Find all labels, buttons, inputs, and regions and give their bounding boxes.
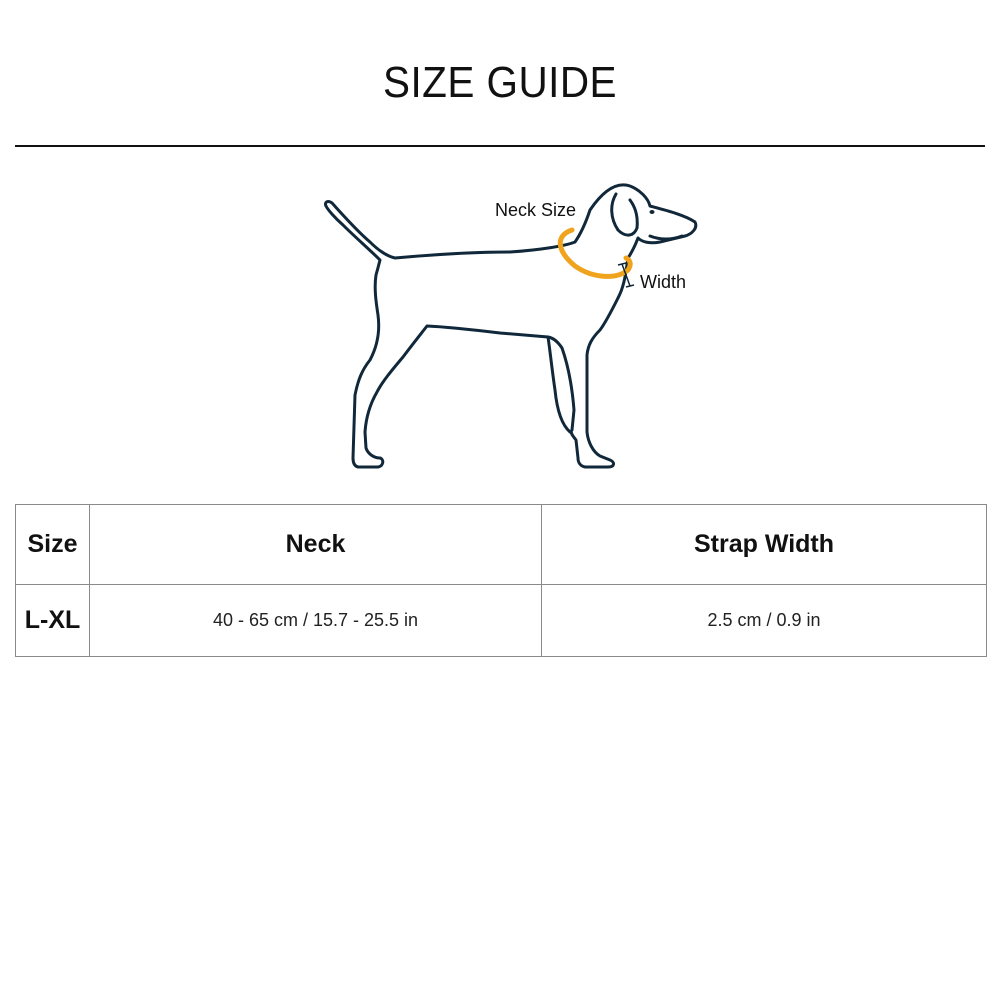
cell-size: L-XL bbox=[16, 585, 90, 657]
dog-ear bbox=[612, 194, 638, 235]
page-title: SIZE GUIDE bbox=[382, 58, 618, 107]
collar-band bbox=[560, 230, 630, 276]
table-header-row bbox=[16, 505, 987, 585]
header-strap-width: Strap Width bbox=[542, 505, 987, 585]
dog-eye bbox=[650, 210, 655, 214]
title-divider bbox=[15, 145, 985, 147]
width-label: Width bbox=[640, 272, 687, 292]
table-row bbox=[16, 585, 987, 657]
dog-diagram bbox=[300, 170, 720, 480]
header-size: Size bbox=[16, 505, 90, 585]
header-neck: Neck bbox=[90, 505, 542, 585]
neck-size-label: Neck Size bbox=[495, 200, 577, 220]
dog-jaw bbox=[650, 236, 682, 239]
dog-leg-line bbox=[548, 337, 570, 432]
size-table bbox=[15, 504, 987, 657]
cell-neck: 40 - 65 cm / 15.7 - 25.5 in bbox=[90, 585, 542, 657]
dog-outline bbox=[325, 185, 695, 467]
cell-strap-width: 2.5 cm / 0.9 in bbox=[542, 585, 987, 657]
